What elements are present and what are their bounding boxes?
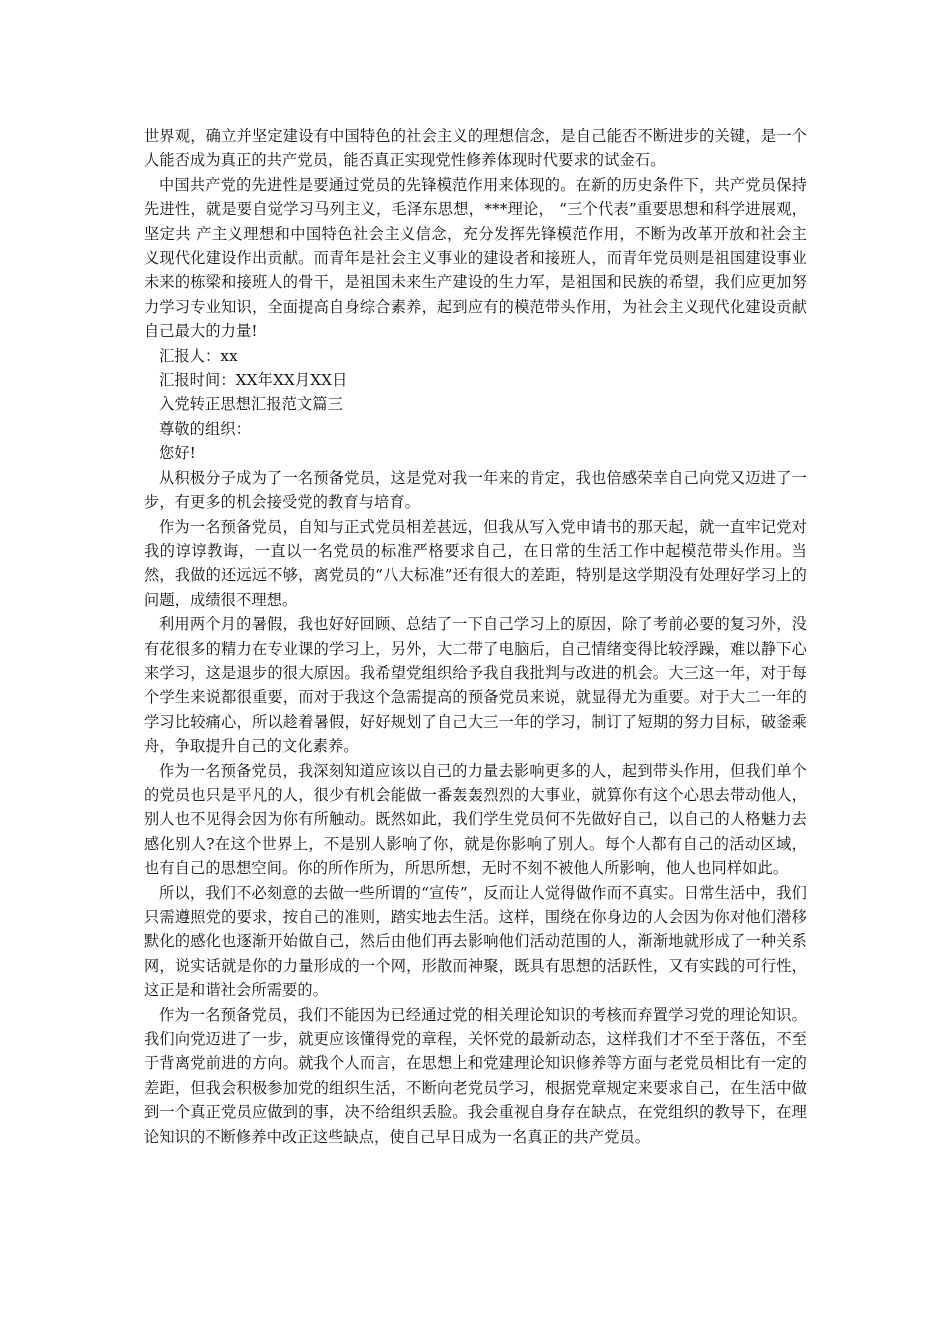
paragraph-daily-life: 所以，我们不必刻意的去做一些所谓的“宣传”，反而让人觉得做作而不真实。日常生活中，我们只需遵照党的要求，按自己的准则，踏实地去生活。这样，围绕在你身边的人会因为你对他们潜移默化的感化也逐渐开始做自己，然后由他们再去影响他们活动范围的人，渐渐地就形成了一种关系网，说实话就是你的力量形成的一个网，形散而神聚，既具有思想的活跃性，又有实践的可行性，这正是和谐社会所需要的。 xyxy=(144,883,807,1000)
paragraph-summer-review: 利用两个月的暑假，我也好好回顾、总结了一下自己学习上的原因，除了考前必要的复习外，没有花很多的精力在专业课的学习上，另外，大二带了电脑后，自己情绪变得比较浮躁，难以静下心来学习，这是退步的很大原因。我希望党组织给予我自我批判与改进的机会。大三这一年，对于每个学生来说都很重要，而对于我这个急需提高的预备党员来说，就显得尤为重要。对于大二一年的学习比较痛心，所以趁着暑假，好好规划了自己大三一年的学习，制订了短期的努力目标，破釜乘舟，争取提升自己的文化素养。 xyxy=(144,615,807,756)
section-title: 入党转正思想汇报范文篇三 xyxy=(159,395,344,414)
greeting: 您好! xyxy=(159,444,196,463)
paragraph-self-assessment: 作为一名预备党员，自知与正式党员相差甚远，但我从写入党申请书的那天起，就一直牢记党对我的谆谆教诲，一直以一名党员的标准严格要求自己，在日常的生活工作中起模范带头作用。当然，我做的还远远不够，离党员的“八大标准”还有很大的差距，特别是这学期没有处理好学习上的问题，成绩很不理想。 xyxy=(144,517,807,609)
paragraph-probationary: 从积极分子成为了一名预备党员，这是党对我一年来的肯定，我也倍感荣幸自己向党又迈进了一步，有更多的机会接受党的教育与培育。 xyxy=(144,468,807,512)
reporter-line: 汇报人：xx xyxy=(159,346,238,365)
report-date-line: 汇报时间：XX年XX月XX日 xyxy=(159,371,348,390)
paragraph-theory-study: 作为一名预备党员，我们不能因为已经通过党的相关理论知识的考核而弃置学习党的理论知识。我们向党迈进了一步，就更应该懂得党的章程，关怀党的最新动态，这样我们才不至于落伍，不至于背离党前进的方向。就我个人而言，在思想上和党建理论知识修养等方面与老党员相比有一定的差距，但我会积极参加党的组织生活，不断向老党员学习，根据党章规定来要求自己，在生活中做到一个真正党员应做到的事，决不给组织丢脸。我会重视自身存在缺点，在党组织的教导下，在理论知识的不断修养中改正这些缺点，使自己早日成为一名真正的共产党员。 xyxy=(144,1005,807,1146)
paragraph-intro: 世界观，确立并坚定建设有中国特色的社会主义的理想信念，是自己能否不断进步的关键，是一个人能否成为真正的共产党员，能否真正实现党性修养体现时代要求的试金石。 xyxy=(144,127,807,170)
salutation: 尊敬的组织： xyxy=(159,419,252,438)
paragraph-influence: 作为一名预备党员，我深刻知道应该以自己的力量去影响更多的人，起到带头作用，但我们单个的党员也只是平凡的人，很少有机会能做一番轰轰烈烈的大事业，就算你有这个心思去带动他人，别人也不见得会因为你有所触动。既然如此，我们学生党员何不先做好自己，以自己的人格魅力去感化别人?在这个世界上，不是别人影响了你，就是你影响了别人。每个人都有自己的活动区域，也有自己的思想空间。你的所作所为，所思所想，无时不刻不被他人所影响，他人也同样如此。 xyxy=(144,761,807,878)
paragraph-advanced-nature: 中国共产党的先进性是要通过党员的先锋模范作用来体现的。在新的历史条件下，共产党员保持先进性，就是要自觉学习马列主义，毛泽东思想，***理论， “三个代表”重要思想和科学进展观，坚定共 产主义理想和中国特色社会主义信念，充分发挥先锋模范作用，不断为改革开放和社会主义现代化建设作出贡献。而青年是社会主义事业的建设者和接班人，而青年党员则是祖国建设事业未来的栋梁和接班人的骨干，是祖国未来生产建设的生力军，是祖国和民族的希望，我们应更加努力学习专业知识，全面提高自身综合素养，起到应有的模范带头作用，为社会主义现代化建设贡献自己最大的力量! xyxy=(144,175,807,341)
document-body xyxy=(144,124,807,1149)
